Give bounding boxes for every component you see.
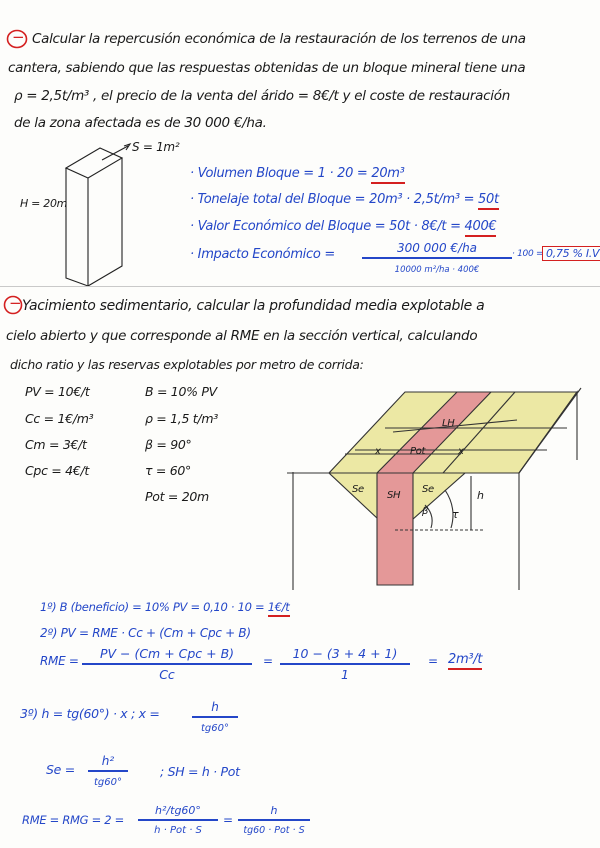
- param-cc: Cc = 1€/m³: [25, 411, 94, 426]
- step-1-value: 1€/t: [268, 600, 290, 617]
- step-1: 1º) B (beneficio) = 10% PV = 0,10 · 10 = 1€/t: [40, 600, 290, 614]
- p1-statement-line-2: cantera, sabiendo que las respuestas obtenidas de un bloque mineral tiene una: [8, 60, 526, 76]
- diag-h: h: [477, 489, 484, 502]
- result-economic-value-value: 400€: [465, 219, 497, 237]
- result-volume-value: 20m³: [371, 166, 404, 184]
- impact-label: · Impacto Económico =: [190, 247, 335, 262]
- p2-statement-line-3: dicho ratio y las reservas explotables por metro de corrida:: [10, 357, 364, 372]
- result-volume: · Volumen Bloque = 1 · 20 = 20m³: [190, 166, 405, 181]
- param-cm: Cm = 3€/t: [25, 437, 87, 452]
- step-3: 3º) h = tg(60°) · x ; x =: [20, 706, 160, 721]
- impact-denominator: 10000 m²/ha · 400€: [394, 264, 480, 275]
- diag-se1: Se: [352, 484, 364, 495]
- sh-formula: ; SH = h · Pot: [160, 764, 240, 779]
- impact-fraction: [362, 241, 512, 275]
- rme-fraction-2: 10 − (3 + 4 + 1) 1: [280, 646, 410, 682]
- rme-eq-1: =: [263, 654, 273, 668]
- rme-fraction-1: PV − (Cm + Cpc + B) Cc: [82, 646, 252, 682]
- rme-value: 2m³/t: [448, 652, 482, 667]
- x-fraction: h tg60°: [192, 700, 238, 734]
- result-tonnage: · Tonelaje total del Bloque = 20m³ · 2,5t/m³ = 50t: [190, 192, 499, 207]
- result-economic-value: · Valor Económico del Bloque = 50t · 8€/t = 400€: [190, 219, 496, 234]
- se-fraction: h² tg60°: [88, 754, 128, 788]
- rmg-label: RME = RMG = 2 =: [22, 813, 125, 827]
- diag-beta: β: [422, 506, 429, 517]
- diag-x2: x: [458, 446, 464, 457]
- p1-statement-line-3: ρ = 2,5t/m³ , el precio de la venta del árido = 8€/t y el coste de restauración: [14, 88, 510, 104]
- mineral-block-sketch: [40, 138, 200, 288]
- diag-tau: τ: [452, 508, 459, 521]
- param-pv: PV = 10€/t: [25, 384, 90, 399]
- param-cpc: Cpc = 4€/t: [25, 463, 89, 478]
- section-divider: [0, 286, 600, 287]
- rmg-fraction-2: h tg60 · Pot · S: [238, 804, 310, 836]
- rmg-fraction-1: h²/tg60° h · Pot · S: [138, 804, 218, 836]
- step-2: 2º) PV = RME · Cc + (Cm + Cpc + B): [40, 626, 251, 640]
- result-tonnage-value: 50t: [478, 192, 499, 210]
- p1-statement-line-4: de la zona afectada es de 30 000 €/ha.: [14, 115, 267, 131]
- diag-lh: LH: [442, 418, 455, 429]
- impact-result: 0,75 % I.V: [542, 246, 600, 261]
- rmg-eq: =: [223, 813, 233, 827]
- diag-x1: x: [375, 446, 381, 457]
- param-rho: ρ = 1,5 t/m³: [145, 411, 218, 426]
- problem-1-marker: −: [12, 28, 25, 46]
- p1-statement-line-1: Calcular la repercusión económica de la restauración de los terrenos de una: [32, 31, 526, 47]
- diag-se2: Se: [422, 484, 434, 495]
- p2-statement-line-2: cielo abierto y que corresponde al RME en la sección vertical, calculando: [6, 328, 478, 344]
- param-tau: τ = 60°: [145, 463, 192, 478]
- impact-multiplier: · 100 =: [512, 249, 544, 259]
- diag-sh: SH: [387, 490, 401, 501]
- rme-eq-2: =: [428, 654, 438, 668]
- param-beta: β = 90°: [145, 437, 192, 452]
- p2-statement-line-1: Yacimiento sedimentario, calcular la profundidad media explotable a: [22, 298, 485, 314]
- block-height-label: H = 20m: [20, 197, 68, 210]
- rme-label: RME =: [40, 654, 79, 668]
- problem-2-marker: −: [9, 294, 22, 312]
- deposit-diagram: [285, 380, 585, 595]
- block-surface-label: S = 1m²: [132, 140, 180, 154]
- param-pot: Pot = 20m: [145, 489, 209, 504]
- se-label: Se =: [46, 762, 75, 777]
- impact-numerator: 300 000 €/ha: [396, 241, 478, 255]
- param-b: B = 10% PV: [145, 384, 217, 399]
- diag-pot: Pot: [410, 446, 426, 457]
